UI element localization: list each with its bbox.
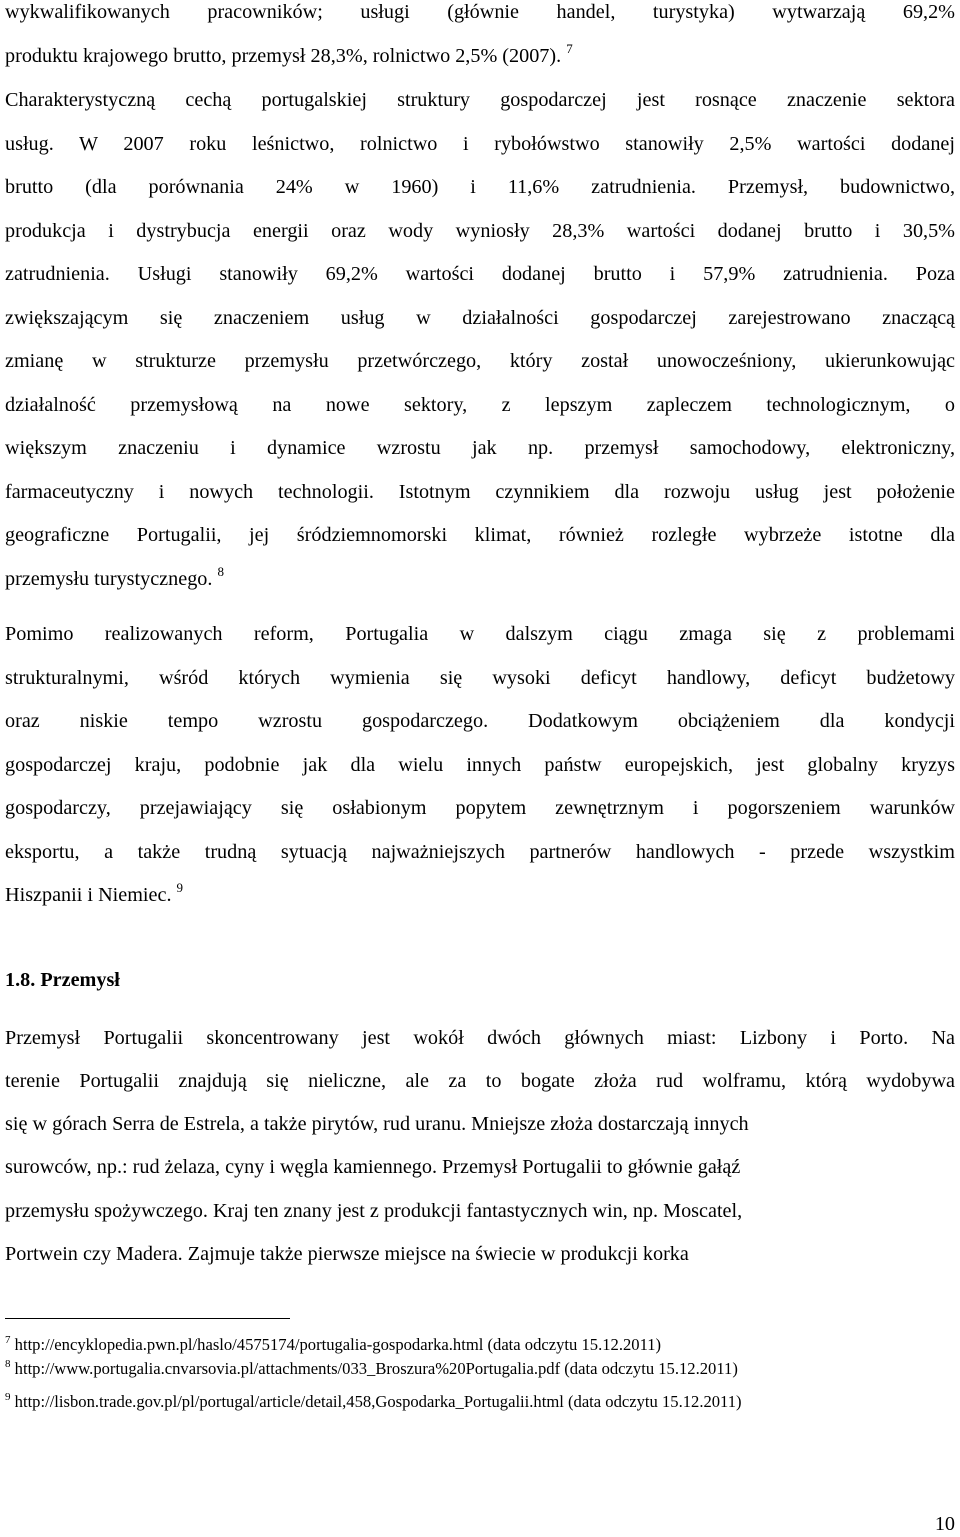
text-line-content: farmaceutyczny i nowych technologii. Istotnym czynnikiem dla rozwoju usług jest położenie <box>5 481 955 503</box>
text-line <box>5 1155 955 1179</box>
footnote-number: 8 <box>5 1358 11 1370</box>
text-line-content: przemysłu turystycznego. <box>5 568 213 590</box>
text-line <box>5 175 955 199</box>
text-line-content: oraz niskie tempo wzrostu gospodarczego. Dodatkowym obciążeniem dla kondycji <box>5 710 955 732</box>
text-line-content: zwiększającym się znaczeniem usług w działalności gospodarczej zarejestrowano znaczącą <box>5 307 955 329</box>
text-line <box>5 0 955 24</box>
footnote-link[interactable]: http://encyklopedia.pwn.pl/haslo/4575174/portugalia-gospodarka.html (data odczytu 15.12.2011) <box>14 1335 662 1354</box>
text-line-content: geograficzne Portugalii, jej śródziemnomorski klimat, również rozległe wybrzeże istotne dla <box>5 524 955 546</box>
text-line-content: gospodarczej kraju, podobnie jak dla wielu innych państw europejskich, jest globalny kryzys <box>5 754 955 776</box>
text-line <box>5 262 955 286</box>
text-line <box>5 1242 955 1266</box>
footnote-item <box>5 1359 738 1379</box>
text-line-content: produkcja i dystrybucja energii oraz wody wyniosły 28,3% wartości dodanej brutto i 30,5% <box>5 220 955 242</box>
text-line-content: zmianę w strukturze przemysłu przetwórczego, który został unowocześniony, ukierunkowując <box>5 350 955 372</box>
text-line <box>5 1112 955 1136</box>
text-line <box>5 349 955 373</box>
text-line <box>5 219 955 243</box>
text-line-content: Portwein czy Madera. Zajmuje także pierwsze miejsce na świecie w produkcji korka <box>5 1243 689 1265</box>
text-line-content: surowców, np.: rud żelaza, cyny i węgla kamiennego. Przemysł Portugalii to głównie gałąź <box>5 1156 741 1178</box>
footnote-separator <box>5 1318 290 1319</box>
text-line <box>5 709 955 733</box>
footnote-link[interactable]: http://lisbon.trade.gov.pl/pl/portugal/article/detail,458,Gospodarka_Portugalii.html (data odczytu 15.12.2011) <box>14 1392 742 1411</box>
footnote-item <box>5 1335 661 1355</box>
text-line-content: usług. W 2007 roku leśnictwo, rolnictwo i rybołówstwo stanowiły 2,5% wartości dodanej <box>5 133 955 155</box>
text-line-content: się w górach Serra de Estrela, a także pirytów, rud uranu. Mniejsze złoża dostarczają innych <box>5 1113 749 1135</box>
text-line-content: przemysłu spożywczego. Kraj ten znany jest z produkcji fantastycznych win, np. Moscatel, <box>5 1200 743 1222</box>
text-line <box>5 132 955 156</box>
text-line-content: eksportu, a także trudną sytuacją najważniejszych partnerów handlowych - przede wszystkim <box>5 841 955 863</box>
text-line-content: strukturalnymi, wśród których wymienia się wysoki deficyt handlowy, deficyt budżetowy <box>5 667 955 689</box>
footnote-item <box>5 1392 742 1412</box>
text-line-content: produktu krajowego brutto, przemysł 28,3%, rolnictwo 2,5% (2007). <box>5 45 562 67</box>
text-line <box>5 41 955 68</box>
text-line <box>5 753 955 777</box>
section-heading: 1.8. Przemysł <box>5 969 120 991</box>
text-line <box>5 666 955 690</box>
text-line <box>5 840 955 864</box>
text-line-content: Pomimo realizowanych reform, Portugalia w dalszym ciągu zmaga się z problemami <box>5 623 955 645</box>
text-line-content: działalność przemysłową na nowe sektory, z lepszym zapleczem technologicznym, o <box>5 394 955 416</box>
footnote-link[interactable]: http://www.portugalia.cnvarsovia.pl/attachments/033_Broszura%20Portugalia.pdf (data odczytu 15.12.2011) <box>14 1359 738 1378</box>
text-line <box>5 436 955 460</box>
text-line-content: Przemysł Portugalii skoncentrowany jest wokół dwóch głównych miast: Lizbony i Porto. Na <box>5 1027 955 1049</box>
text-line-content: Hiszpanii i Niemiec. <box>5 884 172 906</box>
text-line <box>5 88 955 112</box>
text-line <box>5 523 955 547</box>
text-line-content: większym znaczeniu i dynamice wzrostu jak np. przemysł samochodowy, elektroniczny, <box>5 437 955 459</box>
text-line <box>5 480 955 504</box>
footnote-reference[interactable]: 9 <box>176 880 184 895</box>
footnote-reference[interactable]: 7 <box>566 41 573 56</box>
page-number: 10 <box>934 1513 955 1535</box>
footnote-number: 7 <box>5 1334 11 1346</box>
text-line-content: Charakterystyczną cechą portugalskiej struktury gospodarczej jest rosnące znaczenie sektora <box>5 89 955 111</box>
text-line <box>5 1026 955 1050</box>
text-line <box>5 1199 955 1223</box>
footnote-reference[interactable]: 8 <box>217 564 224 579</box>
footnote-number: 9 <box>5 1391 11 1403</box>
text-line <box>5 393 955 417</box>
text-line <box>5 622 955 646</box>
text-line-content: wykwalifikowanych pracowników; usługi (głównie handel, turystyka) wytwarzają 69,2% <box>5 1 955 23</box>
text-line-content: terenie Portugalii znajdują się nieliczne, ale za to bogate złoża rud wolframu, którą wydobywa <box>5 1070 955 1092</box>
text-line <box>5 306 955 330</box>
text-line <box>5 880 955 907</box>
text-line <box>5 564 955 591</box>
text-line-content: zatrudnienia. Usługi stanowiły 69,2% wartości dodanej brutto i 57,9% zatrudnienia. Poza <box>5 263 955 285</box>
text-line-content: brutto (dla porównania 24% w 1960) i 11,6% zatrudnienia. Przemysł, budownictwo, <box>5 176 955 198</box>
text-line <box>5 796 955 820</box>
text-line-content: gospodarczy, przejawiający się osłabionym popytem zewnętrznym i pogorszeniem warunków <box>5 797 955 819</box>
text-line <box>5 1069 955 1093</box>
